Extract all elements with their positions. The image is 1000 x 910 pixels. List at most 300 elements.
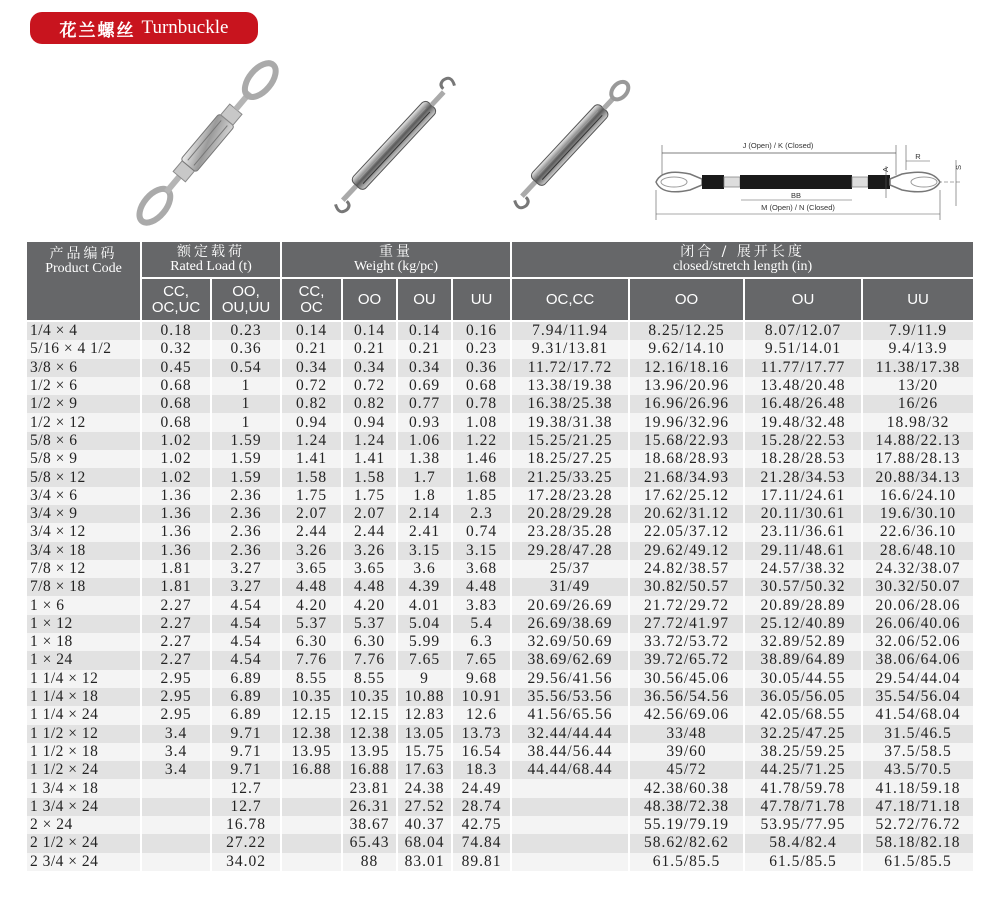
cell-length-ou: 15.28/22.53 [745, 432, 863, 450]
cell-length-ou: 41.78/59.78 [745, 779, 863, 797]
cell-length-oc-cc: 38.44/56.44 [512, 743, 630, 761]
cell-load-cc-oc-uc [142, 834, 212, 852]
cell-weight-ou: 5.04 [398, 615, 453, 633]
cell-length-oc-cc: 17.28/23.28 [512, 487, 630, 505]
cell-weight-cc-oc [282, 816, 343, 834]
cell-length-uu: 29.54/44.04 [863, 670, 973, 688]
cell-length-oo: 27.72/41.97 [630, 615, 745, 633]
cell-length-oc-cc [512, 798, 630, 816]
cell-length-oc-cc: 18.25/27.25 [512, 450, 630, 468]
table-row [27, 779, 973, 797]
cell-product-code: 5/8 × 12 [27, 468, 142, 486]
cell-product-code: 1 1/2 × 18 [27, 743, 142, 761]
cell-weight-cc-oc: 12.38 [282, 725, 343, 743]
cell-weight-ou: 83.01 [398, 853, 453, 871]
cell-weight-oo: 2.07 [343, 505, 398, 523]
cell-weight-ou: 13.05 [398, 725, 453, 743]
cell-length-uu: 47.18/71.18 [863, 798, 973, 816]
cell-weight-uu: 74.84 [453, 834, 512, 852]
cell-load-oo-ou-uu: 12.7 [212, 779, 282, 797]
cell-length-oc-cc: 38.69/62.69 [512, 651, 630, 669]
title-english: Turnbuckle [141, 17, 229, 38]
cell-length-oc-cc: 7.94/11.94 [512, 322, 630, 340]
cell-length-oc-cc: 32.44/44.44 [512, 725, 630, 743]
cell-load-cc-oc-uc: 2.27 [142, 596, 212, 614]
cell-weight-oo: 4.48 [343, 578, 398, 596]
cell-length-uu: 35.54/56.04 [863, 688, 973, 706]
cell-length-oo: 12.16/18.16 [630, 359, 745, 377]
cell-length-oo: 13.96/20.96 [630, 377, 745, 395]
eye-eye-turnbuckle-image [105, 58, 305, 233]
cell-product-code: 1 1/4 × 24 [27, 706, 142, 724]
cell-length-oo: 61.5/85.5 [630, 853, 745, 871]
cell-weight-cc-oc: 2.44 [282, 523, 343, 541]
cell-length-oo: 18.68/28.93 [630, 450, 745, 468]
cell-weight-oo: 1.24 [343, 432, 398, 450]
cell-weight-uu: 2.3 [453, 505, 512, 523]
cell-weight-uu: 1.85 [453, 487, 512, 505]
cell-length-oo: 30.82/50.57 [630, 578, 745, 596]
cell-length-ou: 24.57/38.32 [745, 560, 863, 578]
cell-weight-uu: 4.48 [453, 578, 512, 596]
cell-weight-oo: 1.58 [343, 468, 398, 486]
cell-product-code: 3/4 × 12 [27, 523, 142, 541]
cell-weight-uu: 12.6 [453, 706, 512, 724]
cell-weight-oo: 12.38 [343, 725, 398, 743]
cell-load-oo-ou-uu: 12.7 [212, 798, 282, 816]
cell-weight-oo: 1.75 [343, 487, 398, 505]
cell-length-uu: 19.6/30.10 [863, 505, 973, 523]
cell-length-oo: 42.56/69.06 [630, 706, 745, 724]
cell-length-uu: 28.6/48.10 [863, 542, 973, 560]
table-row [27, 596, 973, 614]
cell-product-code: 1/2 × 12 [27, 413, 142, 431]
cell-length-uu: 52.72/76.72 [863, 816, 973, 834]
cell-load-cc-oc-uc: 1.36 [142, 523, 212, 541]
cell-weight-uu: 5.4 [453, 615, 512, 633]
eye-hook-turnbuckle-image [485, 58, 655, 230]
cell-weight-uu: 0.23 [453, 340, 512, 358]
cell-length-oc-cc [512, 853, 630, 871]
cell-load-cc-oc-uc: 1.02 [142, 450, 212, 468]
subheader-weight-ou: OU [398, 279, 453, 322]
cell-product-code: 3/8 × 6 [27, 359, 142, 377]
cell-load-cc-oc-uc: 0.45 [142, 359, 212, 377]
cell-length-ou: 23.11/36.61 [745, 523, 863, 541]
cell-length-oo: 48.38/72.38 [630, 798, 745, 816]
cell-weight-cc-oc: 5.37 [282, 615, 343, 633]
table-row [27, 487, 973, 505]
cell-load-cc-oc-uc: 0.68 [142, 413, 212, 431]
cell-length-oo: 39/60 [630, 743, 745, 761]
cell-length-oo: 33.72/53.72 [630, 633, 745, 651]
cell-weight-uu: 0.74 [453, 523, 512, 541]
cell-length-oc-cc: 21.25/33.25 [512, 468, 630, 486]
cell-weight-ou: 3.6 [398, 560, 453, 578]
cell-product-code: 1 1/4 × 12 [27, 670, 142, 688]
header-weight-en: Weight (kg/pc) [354, 258, 439, 274]
cell-load-cc-oc-uc: 1.81 [142, 578, 212, 596]
cell-length-oo: 55.19/79.19 [630, 816, 745, 834]
cell-length-uu: 31.5/46.5 [863, 725, 973, 743]
subheader-weight-cc-oc: CC, OC [282, 279, 343, 322]
cell-load-oo-ou-uu: 3.27 [212, 560, 282, 578]
cell-weight-ou: 7.65 [398, 651, 453, 669]
cell-load-oo-ou-uu: 9.71 [212, 725, 282, 743]
cell-length-uu: 58.18/82.18 [863, 834, 973, 852]
table-row [27, 322, 973, 340]
cell-length-uu: 38.06/64.06 [863, 651, 973, 669]
subheader-length-oc-cc: OC,CC [512, 279, 630, 322]
cell-load-oo-ou-uu: 0.54 [212, 359, 282, 377]
cell-length-uu: 18.98/32 [863, 413, 973, 431]
table-row [27, 853, 973, 871]
cell-length-oc-cc [512, 779, 630, 797]
cell-weight-cc-oc: 0.21 [282, 340, 343, 358]
cell-weight-ou: 0.14 [398, 322, 453, 340]
cell-weight-uu: 1.22 [453, 432, 512, 450]
cell-length-ou: 36.05/56.05 [745, 688, 863, 706]
header-length-en: closed/stretch length (in) [672, 258, 813, 274]
cell-weight-uu: 6.3 [453, 633, 512, 651]
cell-load-oo-ou-uu: 4.54 [212, 651, 282, 669]
header-weight [282, 242, 512, 279]
cell-product-code: 1 1/2 × 12 [27, 725, 142, 743]
cell-weight-cc-oc: 2.07 [282, 505, 343, 523]
cell-length-uu: 11.38/17.38 [863, 359, 973, 377]
table-row [27, 395, 973, 413]
cell-weight-cc-oc: 10.35 [282, 688, 343, 706]
cell-length-ou: 21.28/34.53 [745, 468, 863, 486]
cell-load-oo-ou-uu: 27.22 [212, 834, 282, 852]
cell-length-ou: 38.25/59.25 [745, 743, 863, 761]
cell-length-ou: 53.95/77.95 [745, 816, 863, 834]
cell-length-oc-cc: 29.28/47.28 [512, 542, 630, 560]
cell-load-oo-ou-uu: 6.89 [212, 688, 282, 706]
table-row [27, 615, 973, 633]
cell-length-oo: 22.05/37.12 [630, 523, 745, 541]
cell-product-code: 1 × 24 [27, 651, 142, 669]
cell-weight-cc-oc: 0.14 [282, 322, 343, 340]
cell-length-uu: 32.06/52.06 [863, 633, 973, 651]
cell-weight-ou: 5.99 [398, 633, 453, 651]
cell-weight-cc-oc: 1.41 [282, 450, 343, 468]
cell-length-uu: 41.54/68.04 [863, 706, 973, 724]
diagram-label-top: J (Open) / K (Closed) [742, 141, 814, 150]
cell-weight-uu: 1.46 [453, 450, 512, 468]
cell-weight-oo: 65.43 [343, 834, 398, 852]
cell-weight-oo: 16.88 [343, 761, 398, 779]
table-row [27, 359, 973, 377]
table-row [27, 450, 973, 468]
cell-load-oo-ou-uu: 6.89 [212, 670, 282, 688]
cell-weight-ou: 68.04 [398, 834, 453, 852]
cell-product-code: 5/8 × 6 [27, 432, 142, 450]
cell-weight-oo: 88 [343, 853, 398, 871]
cell-product-code: 1 1/2 × 24 [27, 761, 142, 779]
cell-load-cc-oc-uc: 2.27 [142, 651, 212, 669]
cell-load-cc-oc-uc: 1.36 [142, 487, 212, 505]
cell-weight-cc-oc [282, 853, 343, 871]
cell-load-cc-oc-uc: 2.95 [142, 706, 212, 724]
cell-weight-ou: 24.38 [398, 779, 453, 797]
cell-load-oo-ou-uu: 9.71 [212, 743, 282, 761]
cell-load-oo-ou-uu: 1 [212, 413, 282, 431]
cell-weight-ou: 4.01 [398, 596, 453, 614]
cell-weight-cc-oc: 0.82 [282, 395, 343, 413]
cell-length-uu: 22.6/36.10 [863, 523, 973, 541]
cell-length-uu: 20.06/28.06 [863, 596, 973, 614]
cell-length-ou: 32.25/47.25 [745, 725, 863, 743]
cell-length-oo: 36.56/54.56 [630, 688, 745, 706]
cell-length-oo: 17.62/25.12 [630, 487, 745, 505]
cell-weight-cc-oc [282, 798, 343, 816]
cell-weight-ou: 2.14 [398, 505, 453, 523]
cell-product-code: 1 × 18 [27, 633, 142, 651]
cell-product-code: 1 1/4 × 18 [27, 688, 142, 706]
cell-load-cc-oc-uc: 0.68 [142, 395, 212, 413]
cell-length-oo: 29.62/49.12 [630, 542, 745, 560]
cell-load-oo-ou-uu: 6.89 [212, 706, 282, 724]
cell-length-uu: 16.6/24.10 [863, 487, 973, 505]
cell-weight-ou: 1.7 [398, 468, 453, 486]
cell-product-code: 2 1/2 × 24 [27, 834, 142, 852]
cell-length-uu: 43.5/70.5 [863, 761, 973, 779]
cell-weight-cc-oc: 12.15 [282, 706, 343, 724]
cell-load-oo-ou-uu: 34.02 [212, 853, 282, 871]
cell-length-ou: 38.89/64.89 [745, 651, 863, 669]
cell-load-oo-ou-uu: 4.54 [212, 596, 282, 614]
cell-load-oo-ou-uu: 2.36 [212, 523, 282, 541]
cell-weight-uu: 28.74 [453, 798, 512, 816]
cell-weight-cc-oc: 7.76 [282, 651, 343, 669]
table-row [27, 523, 973, 541]
turnbuckle-spec-table [27, 242, 973, 871]
cell-weight-uu: 9.68 [453, 670, 512, 688]
table-row [27, 578, 973, 596]
cell-weight-ou: 9 [398, 670, 453, 688]
table-row [27, 633, 973, 651]
cell-product-code: 3/4 × 18 [27, 542, 142, 560]
cell-weight-cc-oc: 8.55 [282, 670, 343, 688]
cell-weight-oo: 4.20 [343, 596, 398, 614]
table-row [27, 725, 973, 743]
cell-load-cc-oc-uc: 0.18 [142, 322, 212, 340]
diagram-label-r: R [915, 152, 921, 161]
header-rated-load [142, 242, 282, 279]
cell-weight-cc-oc: 0.94 [282, 413, 343, 431]
diagram-label-s: S [954, 164, 963, 170]
cell-length-ou: 61.5/85.5 [745, 853, 863, 871]
subheader-weight-oo: OO [343, 279, 398, 322]
cell-weight-oo: 0.94 [343, 413, 398, 431]
subheader-load-oo-ou-uu: OO, OU,UU [212, 279, 282, 322]
cell-length-oc-cc [512, 816, 630, 834]
cell-weight-cc-oc: 0.72 [282, 377, 343, 395]
cell-length-ou: 20.89/28.89 [745, 596, 863, 614]
cell-load-oo-ou-uu: 2.36 [212, 542, 282, 560]
cell-length-ou: 30.57/50.32 [745, 578, 863, 596]
cell-weight-oo: 3.65 [343, 560, 398, 578]
table-row [27, 688, 973, 706]
cell-length-oc-cc: 16.38/25.38 [512, 395, 630, 413]
cell-length-uu: 7.9/11.9 [863, 322, 973, 340]
cell-length-oc-cc: 26.69/38.69 [512, 615, 630, 633]
cell-length-oo: 9.62/14.10 [630, 340, 745, 358]
header-length-zh: 闭合 / 展开长度 [680, 243, 805, 260]
header-length [512, 242, 973, 279]
cell-product-code: 5/16 × 4 1/2 [27, 340, 142, 358]
table-row [27, 651, 973, 669]
cell-weight-ou: 0.77 [398, 395, 453, 413]
cell-load-oo-ou-uu: 0.36 [212, 340, 282, 358]
cell-length-uu: 37.5/58.5 [863, 743, 973, 761]
cell-length-oo: 21.72/29.72 [630, 596, 745, 614]
table-row [27, 468, 973, 486]
cell-weight-oo: 0.21 [343, 340, 398, 358]
cell-weight-uu: 3.68 [453, 560, 512, 578]
cell-length-uu: 14.88/22.13 [863, 432, 973, 450]
cell-weight-uu: 42.75 [453, 816, 512, 834]
cell-length-uu: 16/26 [863, 395, 973, 413]
cell-load-oo-ou-uu: 1.59 [212, 450, 282, 468]
cell-weight-ou: 10.88 [398, 688, 453, 706]
cell-weight-ou: 27.52 [398, 798, 453, 816]
cell-product-code: 1/4 × 4 [27, 322, 142, 340]
table-row [27, 542, 973, 560]
cell-product-code: 3/4 × 6 [27, 487, 142, 505]
cell-weight-oo: 8.55 [343, 670, 398, 688]
cell-load-cc-oc-uc: 1.36 [142, 505, 212, 523]
cell-load-cc-oc-uc [142, 816, 212, 834]
cell-weight-uu: 0.36 [453, 359, 512, 377]
cell-length-oo: 30.56/45.06 [630, 670, 745, 688]
cell-weight-ou: 4.39 [398, 578, 453, 596]
table-row [27, 798, 973, 816]
cell-product-code: 7/8 × 18 [27, 578, 142, 596]
cell-weight-uu: 0.16 [453, 322, 512, 340]
cell-product-code: 1 3/4 × 18 [27, 779, 142, 797]
cell-weight-oo: 5.37 [343, 615, 398, 633]
cell-length-uu: 17.88/28.13 [863, 450, 973, 468]
cell-length-oo: 21.68/34.93 [630, 468, 745, 486]
cell-length-ou: 30.05/44.55 [745, 670, 863, 688]
cell-weight-ou: 3.15 [398, 542, 453, 560]
cell-weight-cc-oc: 4.20 [282, 596, 343, 614]
cell-weight-uu: 89.81 [453, 853, 512, 871]
table-row [27, 377, 973, 395]
cell-load-cc-oc-uc: 2.27 [142, 633, 212, 651]
cell-length-uu: 24.32/38.07 [863, 560, 973, 578]
cell-weight-cc-oc: 13.95 [282, 743, 343, 761]
cell-length-oc-cc: 29.56/41.56 [512, 670, 630, 688]
cell-weight-oo: 0.14 [343, 322, 398, 340]
cell-weight-cc-oc: 1.75 [282, 487, 343, 505]
cell-length-oo: 16.96/26.96 [630, 395, 745, 413]
cell-weight-ou: 0.69 [398, 377, 453, 395]
cell-weight-cc-oc: 6.30 [282, 633, 343, 651]
cell-length-oc-cc: 35.56/53.56 [512, 688, 630, 706]
table-row [27, 816, 973, 834]
cell-length-oo: 33/48 [630, 725, 745, 743]
cell-load-oo-ou-uu: 2.36 [212, 505, 282, 523]
cell-weight-oo: 7.76 [343, 651, 398, 669]
cell-length-oc-cc: 41.56/65.56 [512, 706, 630, 724]
subheader-load-cc-oc-uc: CC, OC,UC [142, 279, 212, 322]
table-row [27, 340, 973, 358]
cell-length-ou: 44.25/71.25 [745, 761, 863, 779]
cell-length-ou: 25.12/40.89 [745, 615, 863, 633]
header-rated-load-zh: 额定载荷 [177, 243, 245, 260]
cell-length-uu: 20.88/34.13 [863, 468, 973, 486]
cell-load-cc-oc-uc: 1.02 [142, 432, 212, 450]
cell-length-oo: 42.38/60.38 [630, 779, 745, 797]
table-row [27, 743, 973, 761]
cell-load-cc-oc-uc: 1.36 [142, 542, 212, 560]
cell-load-cc-oc-uc: 1.81 [142, 560, 212, 578]
cell-load-oo-ou-uu: 16.78 [212, 816, 282, 834]
cell-length-oo: 24.82/38.57 [630, 560, 745, 578]
cell-load-cc-oc-uc: 2.27 [142, 615, 212, 633]
cell-weight-ou: 1.38 [398, 450, 453, 468]
cell-weight-cc-oc: 16.88 [282, 761, 343, 779]
cell-load-oo-ou-uu: 1.59 [212, 468, 282, 486]
table-row [27, 505, 973, 523]
table-body [27, 322, 973, 871]
cell-length-ou: 17.11/24.61 [745, 487, 863, 505]
cell-load-oo-ou-uu: 1 [212, 377, 282, 395]
cell-weight-cc-oc: 4.48 [282, 578, 343, 596]
table-row [27, 761, 973, 779]
table-row [27, 432, 973, 450]
cell-weight-oo: 10.35 [343, 688, 398, 706]
cell-length-ou: 19.48/32.48 [745, 413, 863, 431]
cell-load-oo-ou-uu: 1.59 [212, 432, 282, 450]
cell-length-ou: 42.05/68.55 [745, 706, 863, 724]
cell-weight-ou: 0.93 [398, 413, 453, 431]
cell-product-code: 3/4 × 9 [27, 505, 142, 523]
cell-load-cc-oc-uc: 1.02 [142, 468, 212, 486]
cell-load-cc-oc-uc [142, 798, 212, 816]
cell-weight-cc-oc [282, 779, 343, 797]
table-row [27, 706, 973, 724]
cell-load-cc-oc-uc [142, 853, 212, 871]
header-product-code-zh: 产品编码 [49, 246, 118, 262]
cell-weight-uu: 3.15 [453, 542, 512, 560]
cell-weight-uu: 24.49 [453, 779, 512, 797]
cell-length-uu: 30.32/50.07 [863, 578, 973, 596]
diagram-label-a: A [881, 166, 890, 172]
cell-weight-uu: 16.54 [453, 743, 512, 761]
cell-length-ou: 13.48/20.48 [745, 377, 863, 395]
cell-weight-uu: 18.3 [453, 761, 512, 779]
cell-weight-uu: 7.65 [453, 651, 512, 669]
cell-weight-ou: 40.37 [398, 816, 453, 834]
subheader-weight-uu: UU [453, 279, 512, 322]
cell-product-code: 2 × 24 [27, 816, 142, 834]
cell-weight-oo: 0.72 [343, 377, 398, 395]
cell-load-cc-oc-uc: 3.4 [142, 761, 212, 779]
cell-load-oo-ou-uu: 4.54 [212, 633, 282, 651]
cell-length-oc-cc: 31/49 [512, 578, 630, 596]
table-row [27, 670, 973, 688]
cell-weight-oo: 6.30 [343, 633, 398, 651]
diagram-label-bb: BB [790, 191, 802, 200]
cell-length-ou: 16.48/26.48 [745, 395, 863, 413]
cell-length-oo: 15.68/22.93 [630, 432, 745, 450]
cell-length-oc-cc: 9.31/13.81 [512, 340, 630, 358]
cell-product-code: 1/2 × 9 [27, 395, 142, 413]
